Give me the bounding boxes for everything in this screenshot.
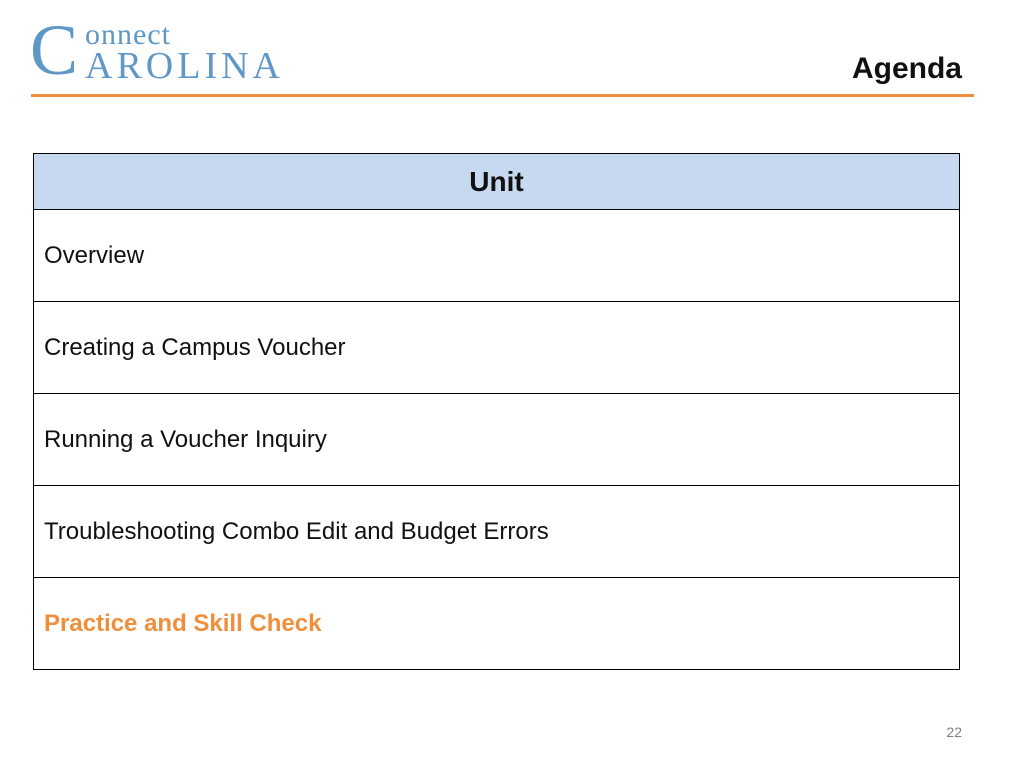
page-number: 22 [946, 724, 962, 740]
connect-carolina-logo [30, 10, 310, 90]
table-row [34, 210, 960, 302]
table-row [34, 486, 960, 578]
logo-bottom-text: AROLINA [85, 45, 284, 87]
table-row [34, 578, 960, 670]
agenda-item-troubleshooting: Troubleshooting Combo Edit and Budget Errors [34, 486, 960, 578]
agenda-item-overview: Overview [34, 210, 960, 302]
logo-top-text: onnect [85, 18, 171, 51]
agenda-table [33, 153, 960, 670]
unit-column-header: Unit [34, 154, 960, 210]
logo-initial: C [30, 10, 79, 90]
agenda-item-creating-campus-voucher: Creating a Campus Voucher [34, 302, 960, 394]
agenda-item-practice-skill-check: Practice and Skill Check [34, 578, 960, 670]
slide-title: Agenda [851, 52, 962, 85]
table-header-row [34, 154, 960, 210]
title-divider [31, 94, 974, 97]
table-row [34, 302, 960, 394]
agenda-item-running-voucher-inquiry: Running a Voucher Inquiry [34, 394, 960, 486]
table-row [34, 394, 960, 486]
